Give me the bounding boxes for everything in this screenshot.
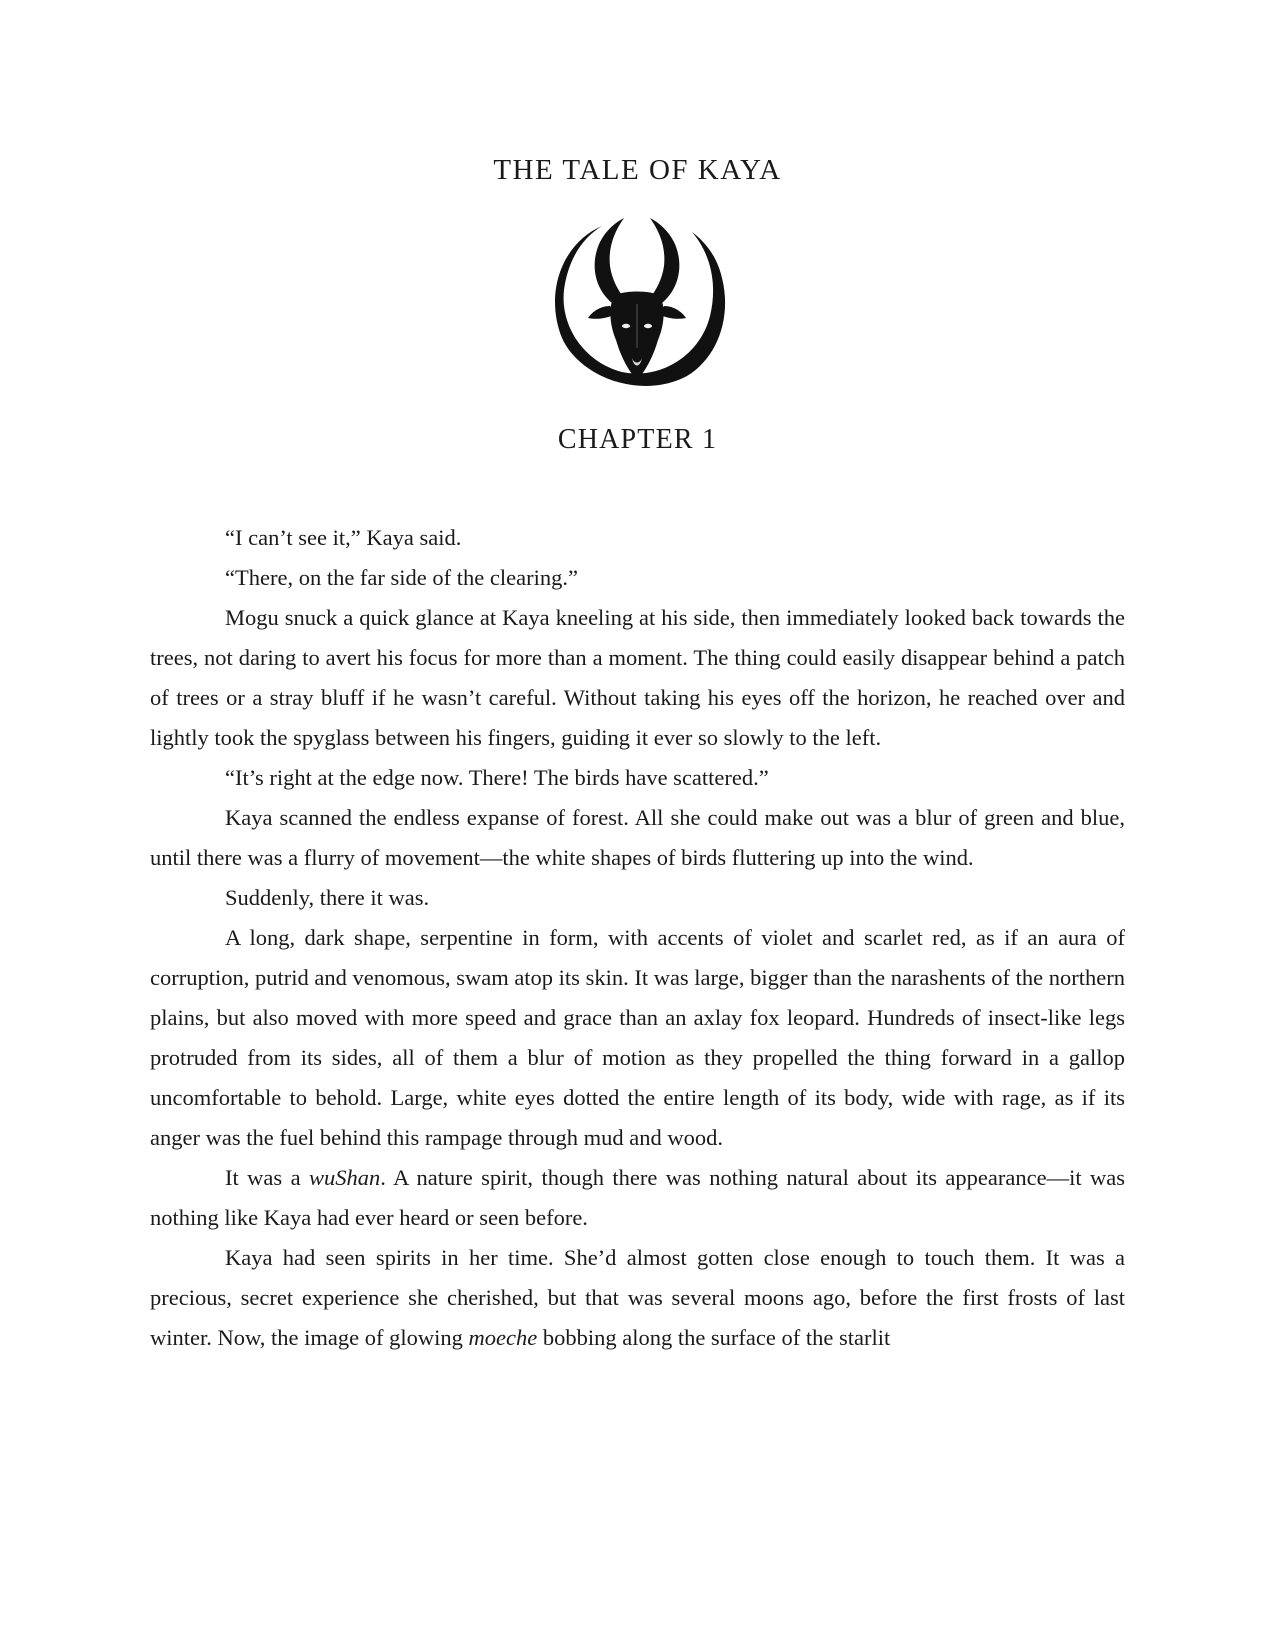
paragraph: A long, dark shape, serpentine in form, with accents of violet and scarlet red, as if an aura of corruption, putrid and venomous, swam atop its skin. It was large, bigger than the narashents of the northern plains, but also moved with more speed and grace than an axlay fox leopard. Hundreds of insect-like legs protruded from its sides, all of them a blur of motion as they propelled the thing forward in a gallop uncomfortable to behold. Large, white eyes dotted the entire length of its body, wide with rage, as if its anger was the fuel behind this rampage through mud and wood. (150, 925, 1125, 1150)
paragraph: Mogu snuck a quick glance at Kaya kneeling at his side, then immediately looked back towards the trees, not daring to avert his focus for more than a moment. The thing could easily disappear behind a patch of trees or a stray bluff if he wasn’t careful. Without taking his eyes off the horizon, he reached over and lightly took the spyglass between his fingers, guiding it ever so slowly to the left. (150, 605, 1125, 750)
paragraph (150, 1158, 1125, 1238)
italic-term: moeche (468, 1325, 538, 1350)
paragraph-text: . A nature spirit, though there was nothing natural about its appearance—it was nothing like Kaya had ever heard or seen before. (150, 1165, 1125, 1230)
book-title: THE TALE OF KAYA (493, 154, 782, 186)
paragraph-text: Kaya had seen spirits in her time. She’d almost gotten close enough to touch them. It was a precious, secret experience she cherished, but that was several moons ago, before the first frosts of last winter. Now, the image of glowing (150, 1245, 1125, 1350)
paragraph: “There, on the far side of the clearing.” (225, 565, 578, 590)
italic-term: wuShan (309, 1165, 381, 1190)
emblem-graphic (542, 208, 732, 398)
chapter-title: CHAPTER 1 (557, 424, 718, 455)
paragraph: Kaya scanned the endless expanse of forest. All she could make out was a blur of green and blue, until there was a flurry of movement—the white shapes of birds fluttering up into the wind. (150, 805, 1125, 870)
paragraph: “It’s right at the edge now. There! The birds have scattered.” (225, 765, 769, 790)
horned-bull-emblem-icon (542, 208, 732, 398)
paragraph (150, 1238, 1125, 1358)
paragraph-text: bobbing along the surface of the starlit (537, 1325, 891, 1350)
paragraph-text: It was a (225, 1165, 310, 1190)
paragraph: Suddenly, there it was. (225, 885, 430, 910)
chapter-body (150, 518, 1125, 1358)
paragraph: “I can’t see it,” Kaya said. (225, 525, 462, 550)
